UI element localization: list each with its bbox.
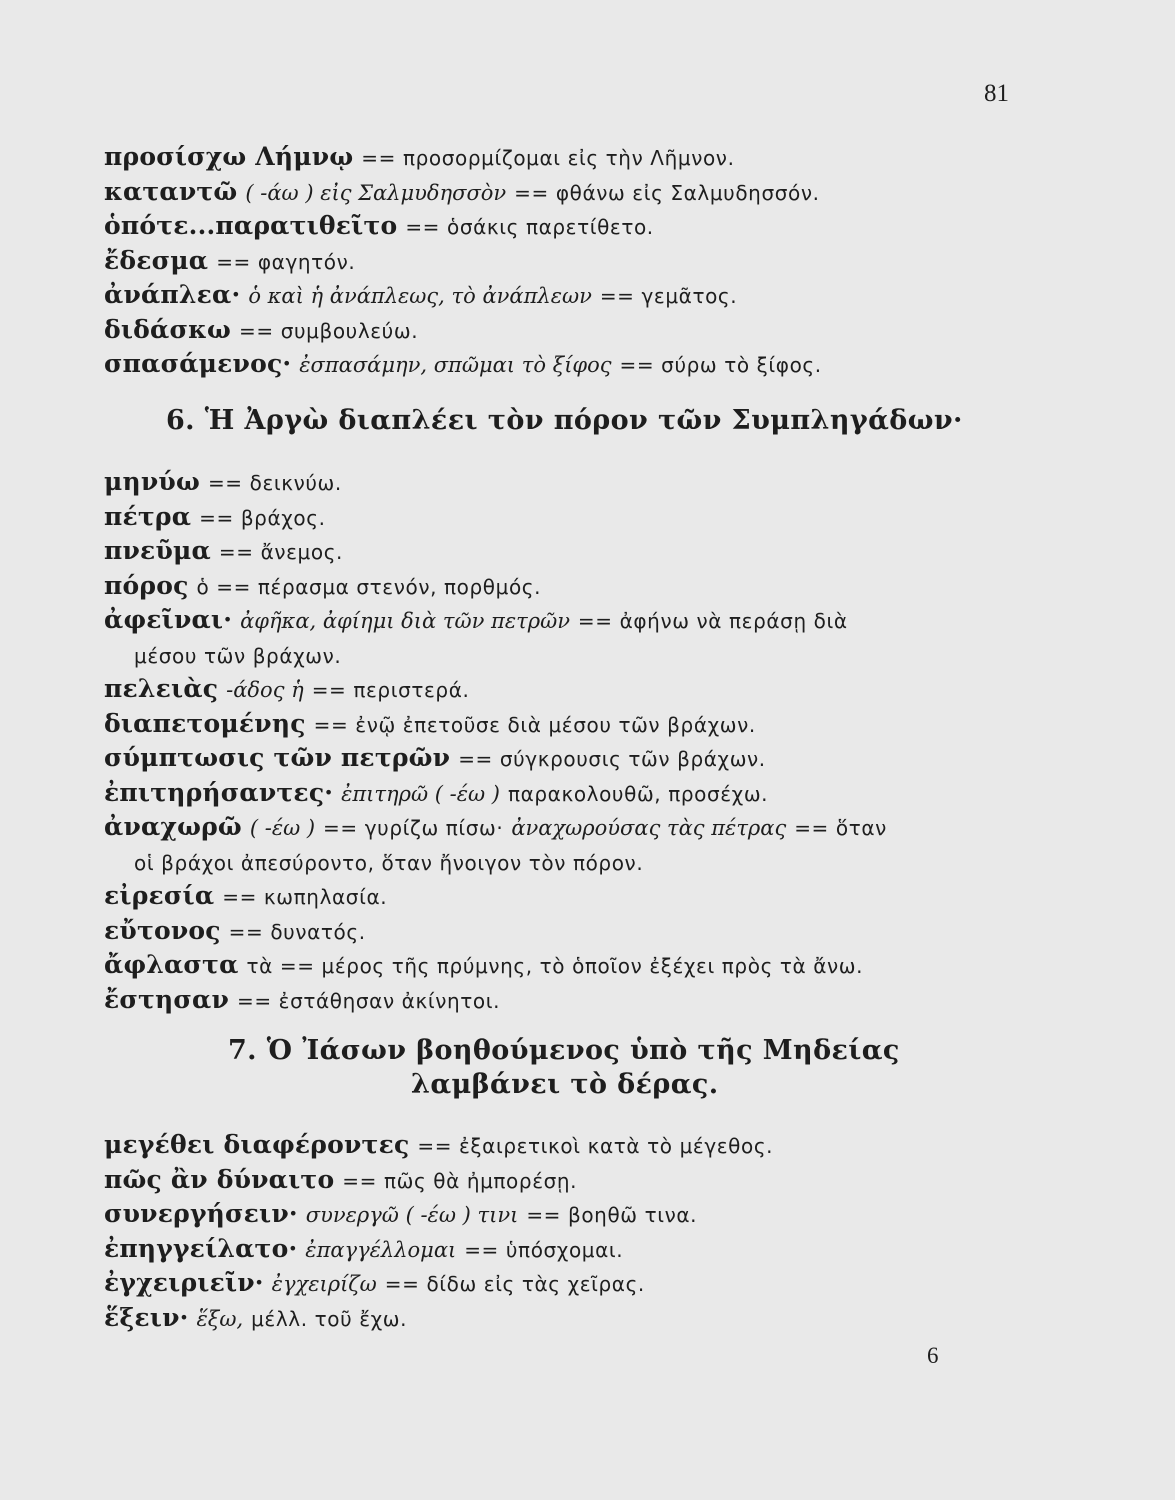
headword: σπασάμενος· (104, 349, 292, 378)
grammar-note: ἐπαγγέλλομαι (305, 1237, 457, 1262)
glossary-entry (104, 707, 1034, 742)
headword: προσίσχω Λήμνῳ (104, 142, 354, 171)
gloss-continuation: μέσου τῶν βράχων. (134, 643, 342, 668)
gloss: == σύγκρουσις τῶν βράχων. (458, 747, 766, 771)
headword: πέτρα (104, 501, 192, 531)
headword: ἀφεῖναι· (104, 605, 233, 634)
glossary-section-3 (104, 1128, 1034, 1335)
gloss: == ἐνῷ ἐπετοῦσε διὰ μέσου τῶν βράχων. (313, 712, 756, 737)
grammar-note: ἐγχειρίζω (271, 1272, 377, 1296)
glossary-entry (104, 244, 1034, 279)
headword: ἀναχωρῶ (104, 812, 242, 841)
grammar-note: ἐσπασάμην, σπῶμαι τὸ ξίφος (299, 353, 612, 377)
glossary-entry (104, 1266, 1034, 1301)
headword: διδάσκω (104, 314, 232, 344)
gloss: παρακολουθῶ, προσέχω. (507, 781, 769, 806)
page-number: 81 (984, 80, 1009, 107)
glossary-entry (104, 948, 1034, 983)
gloss: == περιστερά. (311, 678, 470, 702)
glossary-entry (104, 638, 1034, 673)
gloss: == δίδω εἰς τὰς χεῖρας. (384, 1272, 645, 1296)
headword: ἕξειν· (104, 1302, 189, 1332)
gloss: == ἀφήνω νὰ περάσῃ διὰ (577, 609, 848, 633)
headword: πνεῦμα (104, 536, 211, 565)
gloss: == φαγητόν. (216, 249, 356, 274)
grammar-note: συνεργῶ ( -έω ) τινι (305, 1203, 519, 1227)
glossary-entry (104, 140, 1034, 175)
headword: εὔτονος (104, 915, 221, 945)
headword: πελειὰς (104, 674, 219, 703)
headword: ἔστησαν (104, 984, 230, 1014)
gloss-continuation: οἱ βράχοι ἀπεσύροντο, ὅταν ἤνοιγον τὸν πόρον. (134, 850, 644, 875)
gloss: == ὁσάκις παρετίθετο. (405, 215, 654, 239)
gloss: == σύρω τὸ ξίφος. (619, 353, 822, 377)
headword: ὁπότε...παρατιθεῖτο (104, 211, 398, 240)
gloss: == δεικνύω. (207, 471, 342, 495)
headword: ἀνάπλεα· (104, 280, 241, 309)
grammar-note: ( -άω ) εἰς Σαλμυδησσὸν (245, 180, 507, 205)
gloss: == κωπηλασία. (222, 885, 388, 909)
grammar-note: ἐπιτηρῶ ( -έω ) (341, 781, 500, 806)
glossary-entry (104, 1301, 1034, 1336)
glossary-entry (104, 845, 1034, 880)
glossary-entry (104, 879, 1034, 914)
section-heading-6: 6. Ἡ Ἀργὼ διαπλέει τὸν πόρον τῶν Συμπληγάδων· (166, 405, 963, 436)
gloss: == γυρίζω πίσω· (323, 816, 504, 840)
gloss: == βοηθῶ τινα. (526, 1203, 698, 1227)
gloss: == γεμᾶτος. (599, 284, 738, 308)
headword: μηνύω (104, 467, 200, 496)
gloss: == ἄνεμος. (218, 540, 343, 564)
glossary-entry (104, 1197, 1034, 1232)
headword: ἄφλαστα (104, 950, 239, 979)
headword: μεγέθει διαφέροντες (104, 1130, 410, 1159)
gloss: ὁ == πέρασμα στενόν, πορθμός. (196, 574, 542, 599)
glossary-entry (104, 209, 1034, 244)
glossary-entry (104, 313, 1034, 348)
headword: συνεργήσειν· (104, 1199, 298, 1228)
signature-mark: 6 (927, 1343, 939, 1368)
glossary-entry (104, 465, 1034, 500)
glossary-entry (104, 810, 1034, 845)
glossary-entry (104, 983, 1034, 1018)
gloss: μέλλ. τοῦ ἔχω. (251, 1306, 408, 1331)
grammar-note: ἕξω, (196, 1306, 244, 1331)
gloss: == προσορμίζομαι εἰς τὴν Λῆμνον. (361, 146, 735, 170)
headword: πόρος (104, 570, 189, 600)
grammar-note: ἀφῆκα, ἀφίημι διὰ τῶν πετρῶν (240, 609, 570, 633)
section-heading-7-line2: λαμβάνει τὸ δέρας. (411, 1069, 719, 1100)
section-heading-7-line1: 7. Ὁ Ἰάσων βοηθούμενος ὑπὸ τῆς Μηδείας (228, 1035, 900, 1066)
headword: ἐπιτηρήσαντες· (104, 777, 334, 807)
glossary-section-2 (104, 465, 1034, 1017)
headword: καταντῶ (104, 176, 238, 206)
gloss: == δυνατός. (228, 919, 366, 944)
grammar-note: ἀναχωρούσας τὰς πέτρας (511, 816, 787, 840)
glossary-entry (104, 741, 1034, 776)
glossary-entry (104, 534, 1034, 569)
headword: σύμπτωσις τῶν πετρῶν (104, 743, 451, 772)
gloss: == ἐξαιρετικοὶ κατὰ τὸ μέγεθος. (417, 1134, 774, 1158)
gloss: == βράχος. (199, 505, 326, 530)
glossary-entry (104, 500, 1034, 535)
grammar-note: -άδος ἡ (226, 678, 304, 702)
glossary-entry (104, 278, 1034, 313)
glossary-section-1 (104, 140, 1034, 382)
glossary-entry (104, 776, 1034, 811)
gloss: τὰ == μέρος τῆς πρύμνης, τὸ ὁποῖον ἐξέχει πρὸς τὰ ἄνω. (246, 954, 864, 978)
glossary-entry (104, 175, 1034, 210)
glossary-entry (104, 1232, 1034, 1267)
glossary-entry (104, 1163, 1034, 1198)
glossary-entry (104, 1128, 1034, 1163)
headword: διαπετομένης (104, 708, 306, 738)
glossary-entry (104, 603, 1034, 638)
glossary-entry (104, 914, 1034, 949)
headword: ἔδεσμα (104, 245, 209, 275)
glossary-entry (104, 347, 1034, 382)
gloss: == ὅταν (794, 816, 887, 840)
headword: εἰρεσία (104, 881, 215, 910)
gloss: == ἐστάθησαν ἀκίνητοι. (237, 988, 501, 1013)
gloss: == φθάνω εἰς Σαλμυδησσόν. (514, 180, 820, 205)
gloss: == ὑπόσχομαι. (464, 1237, 624, 1262)
gloss: == συμβουλεύω. (239, 318, 419, 343)
headword: ἐπηγγείλατο· (104, 1233, 298, 1263)
glossary-entry (104, 672, 1034, 707)
grammar-note: ( -έω ) (249, 816, 316, 840)
gloss: == πῶς θὰ ἠμπορέσῃ. (342, 1168, 578, 1193)
glossary-entry (104, 569, 1034, 604)
headword: ἐγχειριεῖν· (104, 1268, 264, 1297)
headword: πῶς ἂν δύναιτο (104, 1164, 335, 1194)
grammar-note: ὁ καὶ ἡ ἀνάπλεως, τὸ ἀνάπλεων (248, 284, 592, 308)
